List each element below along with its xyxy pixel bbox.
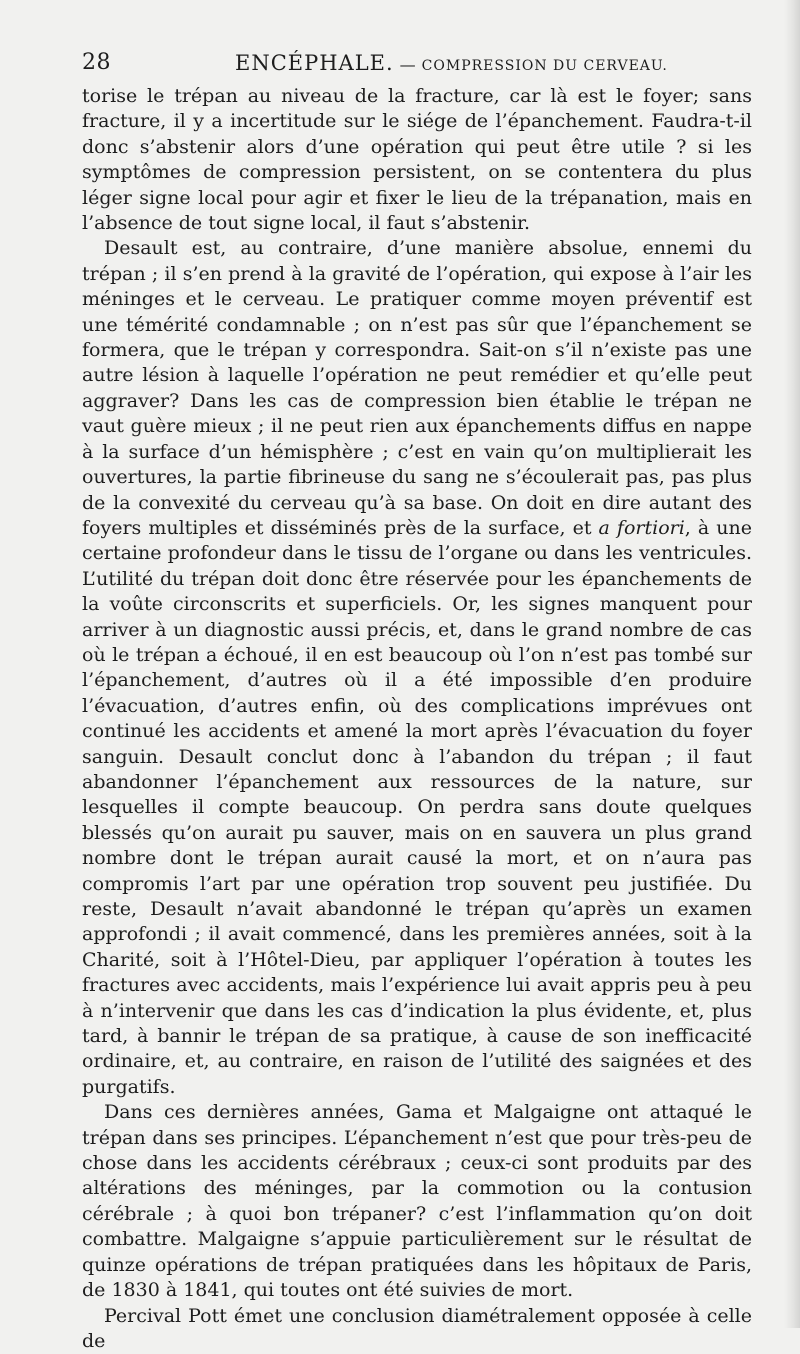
scan-edge-shadow bbox=[784, 0, 800, 1328]
running-head-dash: — bbox=[394, 55, 422, 74]
paragraph-desault-part-2: , à une certaine profondeur dans le tissu de l’organe ou dans les ventricules. L’utilité du trépan doit donc être réservée pour les épanchements de la voûte circonscrits et superficiels. Or, les signes manquent pour arriver à un diagnostic aussi précis, et, dans le grand nombre de cas où le trépan a échoué, il en est beaucoup où l’on n’est pas tombé sur l’épanchement, d’autres où il a été impossible d’en produire l’évacuation, d’autres enfin, où des complications imprévues ont continué les accidents et amené la mort après l’évacuation du foyer sanguin. Desault conclut donc à l’abandon du trépan ; il faut abandonner l’épanchement aux ressources de la nature, sur lesquelles il compte beaucoup. On perdra sans doute quelques blessés qu’on aurait pu sauver, mais on en sauvera un plus grand nombre dont le trépan aurait causé la mort, et on n’aura pas compromis l’art par une opération trop souvent peu justifiée. Du reste, Desault n’avait abandonné le trépan qu’après un examen approfondi ; il avait commencé, dans les premières années, soit à la Charité, soit à l’Hôtel-Dieu, par appliquer l’opération à toutes les fractures avec accidents, mais l’expérience lui avait appris peu à peu à n’intervenir que dans les cas d’indication la plus évidente, et, plus tard, à bannir le trépan de sa pratique, à cause de son inefficacité ordinaire, et, au contraire, en raison de l’utilité des saignées et des purgatifs. bbox=[82, 517, 752, 1098]
italic-phrase: a fortiori bbox=[599, 517, 685, 539]
running-head-title: ENCÉPHALE. bbox=[235, 51, 394, 75]
paragraph-desault bbox=[82, 236, 752, 1100]
paragraph-desault-part-1: Desault est, au contraire, d’une manière absolue, ennemi du trépan ; il s’en prend à la gravité de l’opération, qui expose à l’air les méninges et le cerveau. Le pratiquer comme moyen préventif est une témérité condamnable ; on n’est pas sûr que l’épanchement se formera, que le trépan y correspondra. Sait-on s’il n’existe pas une autre lésion à laquelle l’opération ne peut remédier et qu’elle peut aggraver? Dans les cas de compression bien établie le trépan ne vaut guère mieux ; il ne peut rien aux épanchements diffus en nappe à la surface d’un hémisphère ; c’est en vain qu’on multiplierait les ouvertures, la partie fibrineuse du sang ne s’écoulerait pas, pas plus de la convexité du cerveau qu’à sa base. On doit en dire autant des foyers multiples et disséminés près de la surface, et bbox=[82, 237, 752, 538]
running-header bbox=[82, 46, 752, 80]
body-text bbox=[82, 84, 752, 1354]
running-head bbox=[235, 46, 668, 83]
paragraph-continuation: torise le trépan au niveau de la fracture, car là est le foyer; sans fracture, il y a incertitude sur le siége de l’épanchement. Faudra-t-il donc s’abstenir alors d’une opération qui peut être utile ? si les symptômes de compression persistent, on se contentera du plus léger signe local pour agir et fixer le lieu de la trépanation, mais en l’absence de tout signe local, il faut s’abstenir. bbox=[82, 84, 752, 236]
paragraph-percival-pott: Percival Pott émet une conclusion diamétralement opposée à celle de bbox=[82, 1304, 752, 1354]
running-head-subtitle: COMPRESSION DU CERVEAU. bbox=[422, 58, 668, 74]
page-number: 28 bbox=[82, 46, 111, 80]
paragraph-gama-malgaigne: Dans ces dernières années, Gama et Malgaigne ont attaqué le trépan dans ses principes. L’épanchement n’est que pour très-peu de chose dans les accidents cérébraux ; ceux-ci sont produits par des altérations des méninges, par la commotion ou la contusion cérébrale ; à quoi bon trépaner? c’est l’inflammation qu’on doit combattre. Malgaigne s’appuie particulièrement sur le résultat de quinze opérations de trépan pratiquées dans les hôpitaux de Paris, de 1830 à 1841, qui toutes ont été suivies de mort. bbox=[82, 1100, 752, 1303]
